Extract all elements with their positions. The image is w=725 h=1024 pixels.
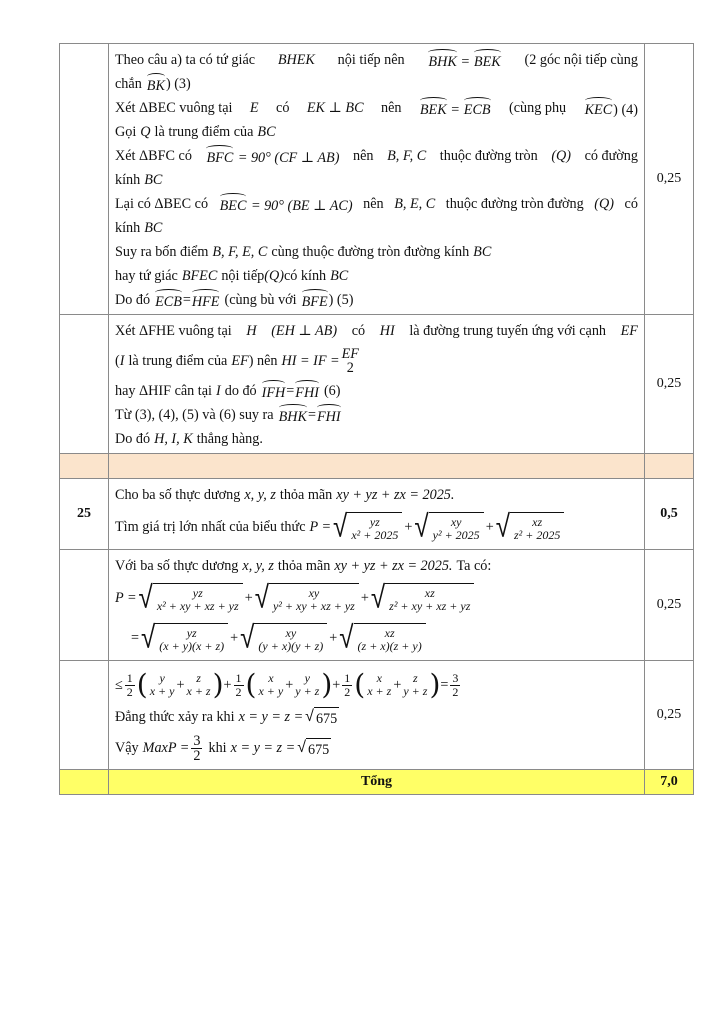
denominator: 2 [346,360,354,376]
text: Cho ba số thực dương [115,487,241,503]
denominator: y² + xy + xz + yz [272,598,355,613]
text: Do đó [115,431,151,447]
angle: BHK [428,49,456,71]
math: (Q) [594,196,614,212]
paren: ) [212,668,224,701]
text: thuộc đường tròn [439,148,538,164]
numerator: 1 [235,670,242,685]
separator-row [60,454,694,479]
question-number-cell [60,550,109,661]
math: x = y = z = [230,740,296,756]
text-line [115,618,638,658]
score-cell: 0,25 [645,44,694,315]
angle: BEC [220,193,247,215]
text-line [115,319,638,343]
numerator: yz [192,585,203,600]
text: ) nên [248,353,278,369]
denominator: x + z [367,684,392,698]
math: = 90° (CF ⊥ AB) [237,150,340,166]
denominator: z² + xy + xz + yz [389,598,471,613]
math: + [176,677,185,693]
math: E [249,100,259,116]
numerator: 3 [193,732,201,749]
text-line [115,483,638,507]
text: Xét ΔBEC vuông tại [115,100,233,116]
text: (cùng phụ [509,100,567,116]
radicand: 675 [306,738,331,759]
numerator: y [304,671,310,685]
math: EK ⊥ BC [306,100,364,116]
angle: FHI [317,404,341,426]
sqrt: √ yz x² + 2025 [333,512,402,542]
math: + [360,590,369,606]
text-line [115,264,638,288]
sqrt: √ 675 [297,736,330,758]
text-line [115,72,638,96]
text: (2 góc nội tiếp cùng [524,52,638,68]
text-line [115,665,638,705]
text-line [115,427,638,451]
text: chắn [115,76,142,92]
numerator: z [413,671,418,685]
sqrt: √ xy (y + x)(y + z) [240,623,327,653]
text: hay tứ giác [115,268,178,284]
math: BC [330,268,349,284]
arc: BK [147,73,165,95]
content-cell [109,550,645,661]
numerator: y [159,671,165,685]
math: = [182,292,191,308]
math: HI = IF = [281,353,340,369]
paren: ) [321,668,333,701]
text: ( [115,353,120,369]
question-number-cell [60,44,109,315]
text: Xét ΔFHE vuông tại [115,323,232,339]
text: hay ΔHIF cân tại [115,383,212,399]
numerator: yz [369,514,380,529]
angle: BHK [279,404,307,426]
denominator: 2 [126,684,133,699]
denominator: z² + 2025 [513,527,561,542]
content-cell [109,661,645,770]
text: thỏa mãn [279,487,333,503]
math: + [329,630,338,646]
math: P = [115,590,137,606]
fraction [367,672,391,698]
math: (Q) [264,268,284,284]
total-score: 7,0 [645,770,694,795]
text: Đẳng thức xảy ra khi [115,709,235,725]
sqrt: √ yz (x + y)(x + z) [141,623,228,653]
text: nên [363,196,384,212]
math: = [451,102,460,118]
fraction [258,672,283,698]
math: + [230,630,239,646]
numerator: z [196,671,201,685]
text: có kính [283,268,327,284]
text-line [115,120,638,144]
text: (cùng bù với [224,292,297,308]
text: thuộc đường tròn đường [445,196,584,212]
fraction [342,347,359,375]
text: do đó [224,383,257,399]
text: nên [380,100,402,116]
fraction [125,672,135,699]
denominator: (z + x)(z + y) [357,638,422,653]
question-number: 25 [60,479,109,550]
math: I [119,353,125,369]
math: BC [144,220,163,236]
text-line [115,192,638,216]
text: có [624,196,638,212]
sqrt: √ 675 [305,705,338,727]
text: (6) [323,383,341,399]
text-line [115,554,638,578]
text-line [115,507,638,547]
text: ) (4) [613,102,638,118]
paren: ( [136,668,148,701]
math: = [440,677,449,693]
text: Ta có: [456,558,492,574]
fraction [295,672,319,698]
angle: IFH [262,380,286,402]
math: = 90° (BE ⊥ AC) [250,198,353,214]
text: là trung điểm của [128,353,228,369]
paren: ( [354,668,366,701]
text: Gọi [115,124,137,140]
math: + [223,677,232,693]
math: BC [144,172,163,188]
text-line [115,578,638,618]
content-cell [109,479,645,550]
text-line [115,705,638,729]
content-cell [109,315,645,454]
math: Q [140,124,151,140]
denominator: x² + 2025 [351,527,399,542]
numerator: xy [450,514,462,529]
text: là đường trung tuyến ứng với cạnh [409,323,607,339]
math: + [393,677,402,693]
text: Xét ΔBFC có [115,148,192,164]
numerator: x [376,671,382,685]
text: Suy ra bốn điểm [115,244,209,260]
fraction [234,672,244,699]
text: Lại có ΔBEC có [115,196,209,212]
text-line [115,144,638,168]
text: Theo câu a) ta có tứ giác [115,52,256,68]
table-row [60,315,694,454]
math: + [244,590,253,606]
empty-cell [60,770,109,795]
math: = [286,383,295,399]
math: I [215,383,221,399]
fraction [191,734,202,763]
math: B, F, C [387,148,427,164]
math: BC [257,124,276,140]
score-cell: 0,5 [645,479,694,550]
text-line [115,48,638,72]
denominator: y + z [403,684,428,698]
math: xy + yz + zx = 2025. [336,487,455,503]
sqrt: √ xz z² + 2025 [496,512,565,542]
text: Vậy [115,740,139,756]
text: có [276,100,290,116]
text: cùng thuộc đường tròn đường kính [271,244,470,260]
text: nội tiếp [221,268,265,284]
answer-table [59,43,694,795]
math: x, y, z [244,487,276,503]
denominator: x² + xy + xz + yz [156,598,239,613]
radicand: 675 [314,707,339,728]
numerator: 1 [344,670,351,685]
text-line [115,729,638,767]
text-line [115,288,638,312]
math: HI [379,323,395,339]
math: EF [231,353,249,369]
denominator: 2 [452,684,459,699]
denominator: y² + 2025 [432,527,480,542]
question-number-cell [60,661,109,770]
fraction [150,672,175,698]
score-cell: 0,25 [645,661,694,770]
fraction [450,672,460,699]
angle: ECB [464,97,491,119]
math: + [285,677,294,693]
denominator: 2 [344,684,351,699]
math: P = [309,519,332,535]
math: = [131,630,140,646]
text: có [351,323,366,339]
angle: FHI [295,380,319,402]
math: x, y, z [242,558,274,574]
numerator: x [268,671,274,685]
text: nên [353,148,374,164]
empty-cell [109,454,645,479]
text: kính [115,172,141,188]
numerator: 1 [126,670,133,685]
question-number-cell [60,315,109,454]
empty-cell [60,454,109,479]
math: + [332,677,341,693]
total-row [60,770,694,795]
table-row [60,661,694,770]
text: thẳng hàng. [196,431,263,447]
math: B, E, C [394,196,436,212]
math: H [246,323,257,339]
math: H, I, K [154,431,193,447]
numerator: EF [341,346,359,362]
table-row [60,44,694,315]
text: Từ (3), (4), (5) và (6) suy ra [115,407,274,423]
text: ) (5) [328,292,354,308]
fraction [187,672,211,698]
text: nội tiếp nên [337,52,405,68]
table-row [60,550,694,661]
math: ≤ [115,677,123,693]
angle: HFE [192,289,220,311]
math: EF [620,323,638,339]
text-line [115,343,638,379]
text-line [115,168,638,192]
text: Với ba số thực dương [115,558,239,574]
math: BC [473,244,492,260]
score-cell: 0,25 [645,550,694,661]
text: là trung điểm của [154,124,254,140]
text-line [115,96,638,120]
sqrt: √ xy y² + xy + xz + yz [255,583,359,613]
numerator: 3 [452,670,459,685]
angle: KEC [585,97,613,119]
angle: BFE [302,289,328,311]
fraction [342,672,352,699]
text: Do đó [115,292,151,308]
text: Tìm giá trị lớn nhất của biểu thức [115,519,306,535]
text: thỏa mãn [277,558,331,574]
content-cell [109,44,645,315]
angle: BEK [420,97,447,119]
sqrt: √ xz z² + xy + xz + yz [371,583,475,613]
math: B, F, E, C [212,244,268,260]
numerator: xz [532,514,543,529]
denominator: (x + y)(x + z) [159,638,225,653]
numerator: yz [186,625,197,640]
math: = [307,407,316,423]
math: (EH ⊥ AB) [271,323,338,339]
text-line [115,379,638,403]
numerator: xz [384,625,395,640]
math: xy + yz + zx = 2025. [334,558,453,574]
math: = [461,54,470,70]
angle: ECB [155,289,182,311]
score-cell: 0,25 [645,315,694,454]
math: + [404,519,413,535]
text: khi [208,740,227,756]
math: + [485,519,494,535]
denominator: 2 [235,684,242,699]
angle: BEK [474,49,501,71]
paren: ) [429,668,441,701]
denominator: (y + x)(y + z) [258,638,324,653]
text-line [115,403,638,427]
numerator: xz [424,585,435,600]
sqrt: √ yz x² + xy + xz + yz [139,583,243,613]
angle: BFC [206,145,233,167]
math: BHEK [277,52,315,68]
denominator: x + y [149,684,175,698]
math: MaxP = [142,740,190,756]
numerator: xy [308,585,320,600]
paren: ( [245,668,257,701]
math: (Q) [551,148,572,164]
text-line [115,240,638,264]
table-row [60,479,694,550]
denominator: 2 [193,747,201,764]
math: x = y = z = [238,709,304,725]
numerator: xy [285,625,297,640]
text-line [115,216,638,240]
sqrt: √ xy y² + 2025 [414,512,483,542]
total-label: Tổng [109,770,645,795]
text: kính [115,220,141,236]
denominator: x + z [186,684,211,698]
denominator: y + z [295,684,320,698]
text: có đường [584,148,638,164]
fraction [403,672,427,698]
text: ) (3) [165,76,191,92]
empty-cell [645,454,694,479]
denominator: x + y [258,684,284,698]
sqrt: √ xz (z + x)(z + y) [339,623,425,653]
math: BFEC [181,268,218,284]
